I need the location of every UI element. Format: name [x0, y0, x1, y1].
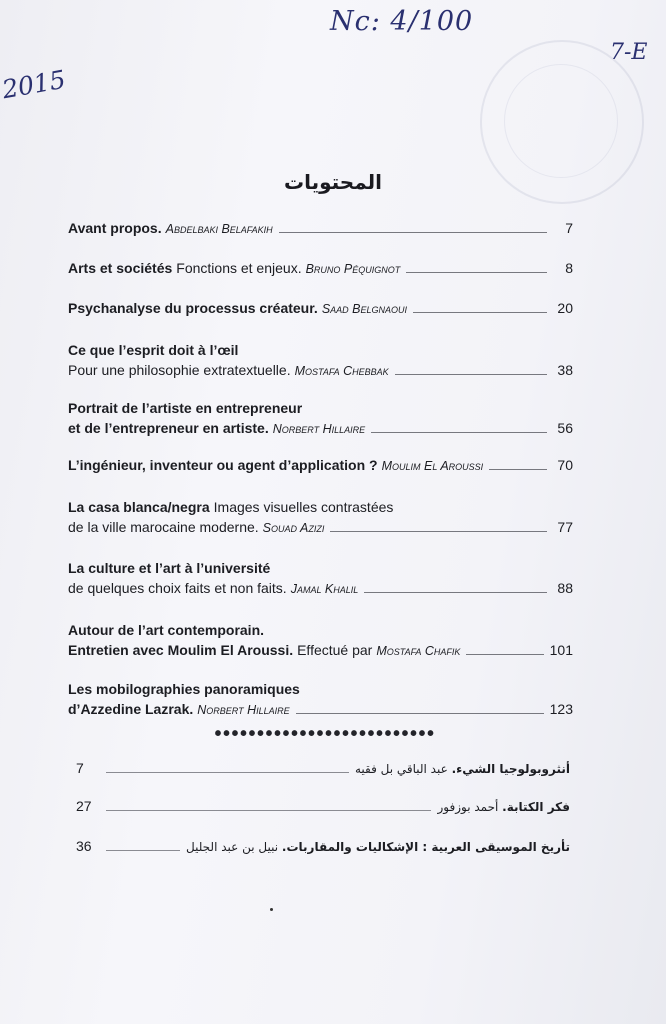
toc-entry — [68, 679, 573, 720]
entry-page: 77 — [557, 519, 573, 535]
leader-line — [296, 713, 544, 714]
entry-author: أحمد بوزفور — [437, 800, 499, 814]
entry-title: Autour de l’art contemporain. — [68, 622, 265, 638]
entry-page: 7 — [76, 760, 84, 776]
toc-entry — [68, 497, 573, 538]
entry-page: 36 — [76, 838, 92, 854]
entry-title: Avant propos. — [68, 220, 162, 236]
entry-page: 70 — [557, 457, 573, 473]
entry-author: Norbert Hillaire — [272, 422, 366, 436]
entry-author: Jamal Khalil — [290, 582, 359, 596]
entry-author: Abdelbaki Belafakih — [165, 222, 273, 236]
entry-page: 7 — [565, 220, 573, 236]
toc-entry — [68, 218, 573, 239]
toc-entry — [68, 340, 573, 381]
entry-subtitle: Effectué par — [297, 642, 373, 658]
entry-author: Moulim El Aroussi — [381, 459, 484, 473]
leader-line — [406, 272, 547, 273]
leader-line — [106, 772, 349, 773]
leader-line — [413, 312, 547, 313]
entry-author: نبيل بن عبد الجليل — [186, 840, 279, 854]
entry-subtitle-continued: de la ville marocaine moderne. — [68, 519, 259, 535]
toc-entry — [68, 455, 573, 476]
leader-line — [371, 432, 547, 433]
entry-title: فكر الكتابة. — [502, 800, 570, 814]
entry-page: 56 — [557, 420, 573, 436]
entry-subtitle: Pour une philosophie extratextuelle. — [68, 362, 291, 378]
entry-page: 8 — [565, 260, 573, 276]
entry-title: Les mobilographies panoramiques — [68, 681, 300, 697]
entry-author: Saad Belgnaoui — [321, 302, 407, 316]
entry-author: Mostafa Chafik — [376, 644, 461, 658]
contents-title: المحتويات — [283, 170, 382, 194]
ink-speck — [270, 908, 273, 911]
leader-line — [330, 531, 547, 532]
entry-author: Bruno Péquignot — [305, 262, 401, 276]
leader-line — [466, 654, 543, 655]
section-separator: •••••••••••••••••••••••••• — [214, 723, 436, 745]
leader-line — [106, 850, 180, 851]
entry-subtitle: Images visuelles contrastées — [213, 499, 394, 515]
leader-line — [489, 469, 547, 470]
entry-title: Portrait de l’artiste en entrepreneur — [68, 400, 303, 416]
entry-title-continued: Entretien avec Moulim El Aroussi. — [68, 642, 294, 658]
entry-author: Norbert Hillaire — [197, 703, 290, 717]
entry-text — [437, 800, 570, 814]
entry-title: Arts et sociétés — [68, 260, 173, 276]
entry-subtitle: de quelques choix faits et non faits. — [68, 580, 287, 596]
handwritten-year: 2015 — [0, 64, 68, 105]
entry-title: L’ingénieur, inventeur ou agent d’application ? — [68, 457, 378, 473]
entry-page: 27 — [76, 798, 92, 814]
entry-title: Ce que l’esprit doit à l’œil — [68, 342, 239, 358]
entry-text — [355, 762, 570, 776]
entry-subtitle: Fonctions et enjeux. — [176, 260, 302, 276]
handwritten-corner-mark: 7-E — [610, 40, 648, 65]
entry-page: 38 — [557, 362, 573, 378]
toc-entry — [68, 558, 573, 599]
entry-author: Mostafa Chebbak — [294, 364, 389, 378]
arabic-toc-entry — [76, 798, 570, 815]
entry-title: تأريخ الموسيقى العربية : الإشكاليات والمقاربات. — [281, 840, 570, 854]
toc-entry — [68, 398, 573, 439]
entry-title: أنثروبولوجيا الشيء. — [451, 762, 570, 776]
entry-page: 88 — [557, 580, 573, 596]
leader-line — [364, 592, 547, 593]
leader-line — [395, 374, 547, 375]
entry-page: 101 — [549, 642, 573, 658]
toc-entry — [68, 298, 573, 319]
entry-title: La casa blanca/negra — [68, 499, 210, 515]
handwritten-reference: Nc: 4/100 — [330, 6, 474, 37]
entry-page: 123 — [549, 701, 573, 717]
toc-entry — [68, 258, 573, 279]
entry-title: La culture et l’art à l’université — [68, 560, 271, 576]
entry-title-continued: et de l’entrepreneur en artiste. — [68, 420, 269, 436]
toc-entry — [68, 620, 573, 661]
entry-text — [186, 840, 570, 854]
entry-author: عبد الباقي بل فقيه — [354, 762, 448, 776]
entry-title-continued: d’Azzedine Lazrak. — [68, 701, 194, 717]
leader-line — [279, 232, 547, 233]
arabic-toc-entry — [76, 760, 570, 777]
arabic-toc-entry — [76, 838, 570, 855]
entry-author: Souad Azizi — [262, 521, 325, 535]
entry-page: 20 — [557, 300, 573, 316]
leader-line — [106, 810, 431, 811]
entry-title: Psychanalyse du processus créateur. — [68, 300, 318, 316]
